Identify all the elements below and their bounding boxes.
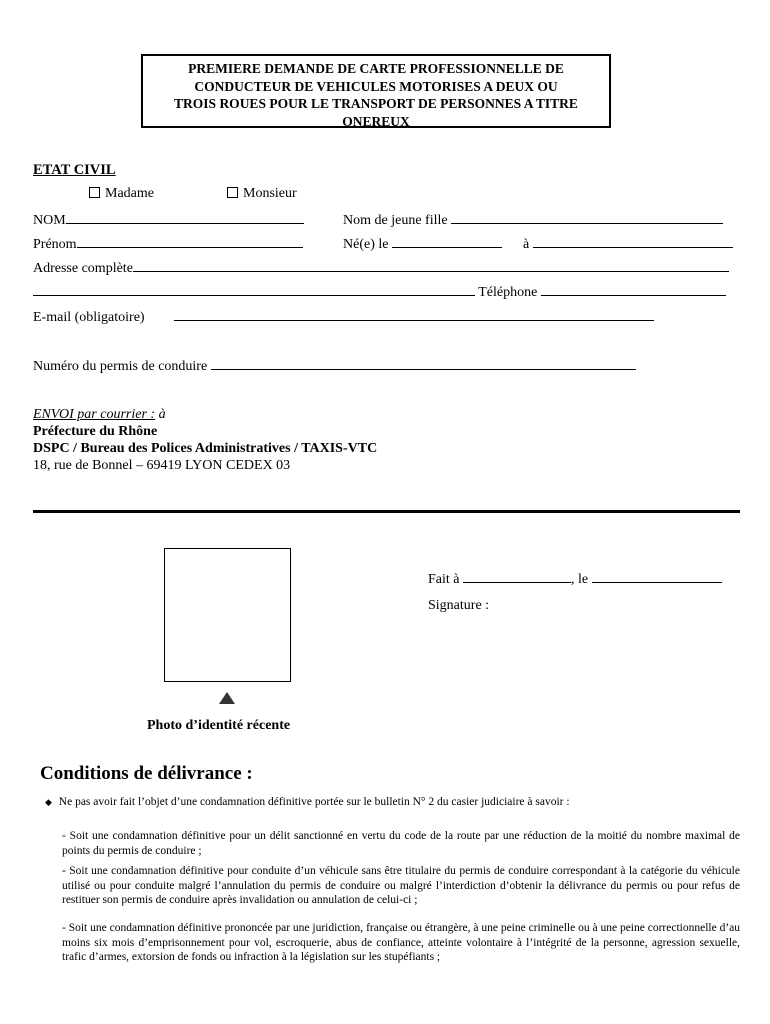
monsieur-checkbox[interactable] — [227, 187, 238, 198]
email-input-line[interactable] — [174, 308, 654, 321]
prenom-label: Prénom — [33, 237, 77, 252]
permis-field[interactable] — [33, 357, 636, 375]
conditions-intro-text: Ne pas avoir fait l’objet d’une condamnation définitive portée sur le bulletin N° 2 du casier judiciaire à savoir : — [58, 796, 570, 808]
permis-label: Numéro du permis de conduire — [33, 359, 208, 374]
nom-input-line[interactable] — [66, 211, 304, 224]
ne-le-label: Né(e) le — [343, 237, 389, 252]
conditions-intro — [45, 795, 570, 810]
nom-jeune-fille-input-line[interactable] — [451, 211, 723, 224]
condition-item-1: - Soit une condamnation définitive pour un délit sanctionné en vertu du code de la route par une réduction de la moitié du nombre maximal de points du permis de conduire ; — [62, 830, 740, 857]
envoi-line-3: 18, rue de Bonnel – 69419 LYON CEDEX 03 — [33, 458, 291, 473]
form-title — [141, 54, 611, 128]
adresse-input-line-2[interactable] — [33, 283, 475, 296]
permis-input-line[interactable] — [211, 357, 636, 370]
madame-option[interactable] — [89, 186, 154, 202]
adresse-label: Adresse complète — [33, 261, 133, 276]
arrow-up-icon — [219, 692, 235, 704]
title-line-2: CONDUCTEUR DE VEHICULES MOTORISES A DEUX OU — [194, 78, 558, 94]
email-label: E-mail (obligatoire) — [33, 310, 145, 325]
photo-box[interactable] — [164, 548, 291, 682]
date-input-line[interactable] — [592, 570, 722, 583]
title-line-3: TROIS ROUES POUR LE TRANSPORT DE PERSONNES A TITRE — [174, 96, 578, 111]
le-label: , le — [571, 572, 589, 587]
photo-caption: Photo d’identité récente — [147, 718, 291, 733]
lieu-naissance-input-line[interactable] — [533, 235, 733, 248]
diamond-bullet-icon: ◆ — [45, 797, 52, 807]
naissance-field[interactable] — [343, 235, 733, 253]
nom-field[interactable] — [33, 211, 304, 229]
envoi-header — [33, 406, 377, 423]
condition-item-3: - Soit une condamnation définitive prononcée par une juridiction, française ou étrangère, à une peine criminelle ou à une peine correctionnelle d’au moins six mois d’emprisonnement pour vol, escroquerie, abus de confiance, atteinte volontaire à l’intégrité de la personne, agression sexuelle, trafic d’armes, extorsion de fonds ou infraction à la législation sur les stupéfiants ; — [62, 922, 740, 963]
nom-jeune-fille-label: Nom de jeune fille — [343, 213, 448, 228]
email-field[interactable] — [33, 308, 654, 326]
signature-label: Signature : — [428, 598, 490, 613]
envoi-label: ENVOI par courrier : — [33, 407, 156, 422]
adresse-line-2[interactable] — [33, 283, 726, 301]
prenom-field[interactable] — [33, 235, 303, 253]
fait-a-label: Fait à — [428, 572, 460, 587]
condition-item-2: - Soit une condamnation définitive pour conduite d’un véhicule sans être titulaire du permis de conduire correspondant à la catégorie du véhicule utilisé ou pour conduite malgré l’annulation du permis de conduire ou malgré l’interdiction d’obtenir la délivrance du permis ou pour refus de restituer son permis de conduire après invalidation ou annulation de celui-ci ; — [62, 865, 740, 906]
adresse-input-line[interactable] — [133, 259, 729, 272]
madame-checkbox[interactable] — [89, 187, 100, 198]
envoi-suffix: à — [155, 407, 166, 422]
etat-civil-heading: ETAT CIVIL — [33, 162, 116, 178]
fait-a-field[interactable] — [428, 570, 722, 588]
date-naissance-input-line[interactable] — [392, 235, 502, 248]
envoi-line-1: Préfecture du Rhône — [33, 424, 158, 439]
nom-jeune-fille-field[interactable] — [343, 211, 723, 229]
monsieur-option[interactable] — [227, 186, 297, 202]
envoi-line-2: DSPC / Bureau des Polices Administratives / TAXIS-VTC — [33, 441, 378, 456]
monsieur-label: Monsieur — [243, 186, 297, 201]
envoi-block — [33, 406, 377, 474]
telephone-label: Téléphone — [478, 285, 538, 300]
adresse-field[interactable] — [33, 259, 729, 277]
lieu-label: à — [522, 237, 530, 252]
prenom-input-line[interactable] — [77, 235, 303, 248]
section-divider — [33, 510, 740, 513]
fait-a-input-line[interactable] — [463, 570, 571, 583]
title-line-4: ONEREUX — [342, 113, 410, 129]
title-line-1: PREMIERE DEMANDE DE CARTE PROFESSIONNELLE DE — [188, 61, 564, 76]
madame-label: Madame — [105, 186, 154, 201]
nom-label: NOM — [33, 213, 66, 228]
conditions-heading: Conditions de délivrance : — [40, 763, 253, 784]
telephone-input-line[interactable] — [541, 283, 726, 296]
